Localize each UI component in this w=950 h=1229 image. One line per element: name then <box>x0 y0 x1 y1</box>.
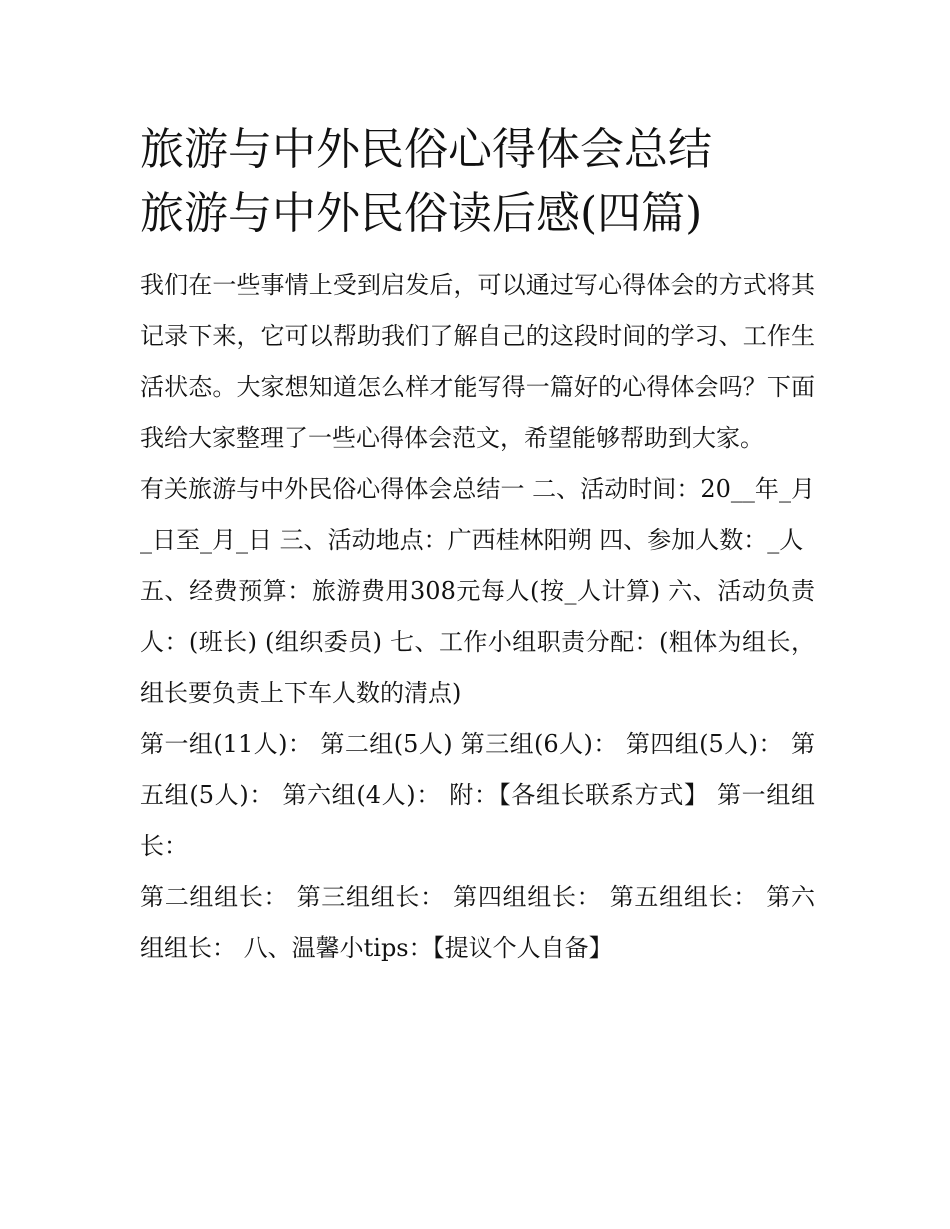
paragraph-groups: 第一组(11人)： 第二组(5人) 第三组(6人)： 第四组(5人)： 第五组(5人)： 第六组(4人)： 附：【各组长联系方式】 第一组组长： <box>140 730 815 860</box>
paragraph-intro: 我们在一些事情上受到启发后，可以通过写心得体会的方式将其记录下来，它可以帮助我们了解自己的这段时间的学习、工作生活状态。大家想知道怎么样才能写得一篇好的心得体会吗？下面我给大家整理了一些心得体会范文，希望能够帮助到大家。 <box>140 271 815 452</box>
title-line-2: 旅游与中外民俗读后感(四篇) <box>140 188 703 239</box>
document-page <box>140 118 815 974</box>
paragraph-group-leaders: 第二组组长： 第三组组长： 第四组组长： 第五组组长： 第六组组长： 八、温馨小tips：【提议个人自备】 <box>140 883 815 962</box>
document-title <box>140 118 815 246</box>
paragraph-budget: 五、经费预算：旅游费用308元每人(按_人计算) 六、活动负责人：(班长) (组织委员) 七、工作小组职责分配：(粗体为组长，组长要负责上下车人数的清点) <box>140 577 815 707</box>
document-body <box>140 260 815 974</box>
paragraph-activity-info: 有关旅游与中外民俗心得体会总结一 二、活动时间：20__年_月_日至_月_日 三、活动地点：广西桂林阳朔 四、参加人数：_人 <box>140 475 815 554</box>
title-line-1: 旅游与中外民俗心得体会总结 <box>140 124 712 175</box>
